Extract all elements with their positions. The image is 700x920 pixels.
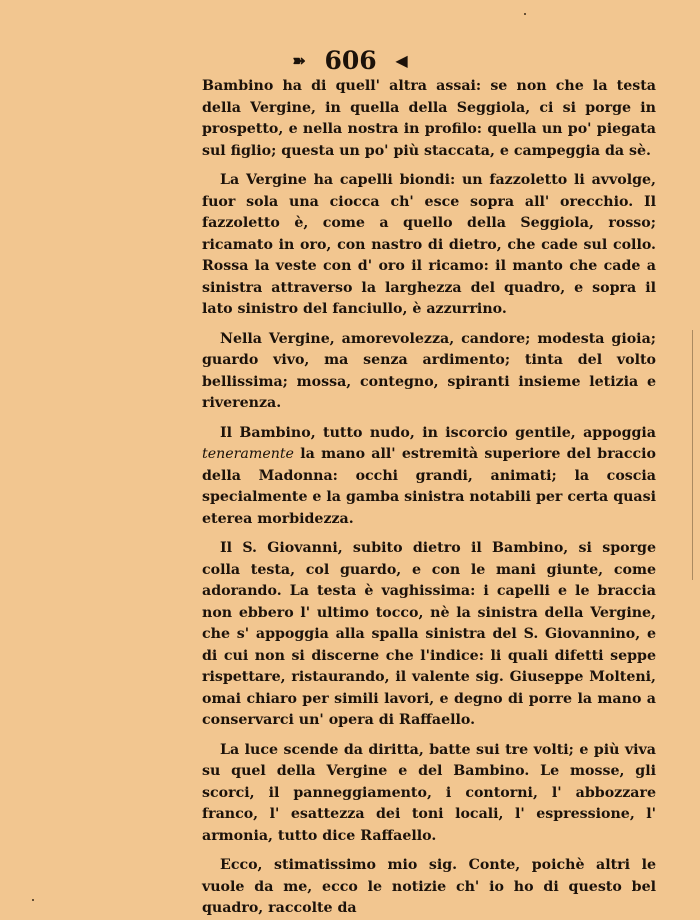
paragraph: Nella Vergine, amorevolezza, candore; modesta gioia; guardo vivo, ma senza ardimento; tinta del volto bellissima; mossa, contegno, spiranti insieme letizia e riverenza. [202,330,656,411]
paragraph: Ecco, stimatissimo mio sig. Conte, poichè altri le vuole da me, ecco le notizie ch' io ho di questo bel quadro, raccolte da [202,857,656,916]
paragraph: Bambino ha di quell' altra assai: se non che la testa della Vergine, in quella della Seggiola, ci si porge in prospetto, e nella nostra in profilo: quella un po' piegata sul figlio; questa un po' più staccata, e campeggia da sè. [202,78,656,159]
italic-word: teneramente [202,446,294,462]
left-ornament-icon: ➽ [292,50,306,70]
paragraph: La Vergine ha capelli biondi: un fazzoletto li avvolge, fuor sola una ciocca ch' esce sopra all' orecchio. Il fazzoletto è, come a quello della Seggiola, rosso; ricamato in oro, con nastro di dietro, che cade sul collo. Rossa la veste con d' oro il ricamo: il manto che cade a sinistra attraverso la larghezza del quadro, e sopra il lato sinistro del fanciullo, è azzurrino. [202,172,656,317]
scan-edge-line [692,330,693,580]
body-text [202,76,656,920]
paragraph-text: Il Bambino, tutto nudo, in iscorcio gentile, appoggia [220,424,656,441]
paragraph: La luce scende da diritta, batte sui tre volti; e più viva su quel della Vergine e del Bambino. Le mosse, gli scorci, il panneggiamento, i contorni, l' abbozzare franco, l' esattezza dei toni locali, l' espressione, l' armonia, tutto dice Raffaello. [202,741,656,844]
paragraph-text: la mano all' estremità superiore del braccio della Madonna: occhi grandi, animati; la coscia specialmente e la gamba sinistra notabili per certa quasi eterea morbidezza. [202,446,656,527]
paragraph: Il S. Giovanni, subito dietro il Bambino, si sporge colla testa, col guardo, e con le mani giunte, come adorando. La testa è vaghissima: i capelli e le braccia non ebbero l' ultimo tocco, nè la sinistra della Vergine, che s' appoggia alla spalla sinistra del S. Giovannino, e di cui non si discerne che l'indice: li quali difetti seppe rispettare, ristaurando, il valente sig. Giuseppe Molteni, omai chiaro per simili lavori, e degno di porre la mano a conservarci un' opera di Raffaello. [202,540,656,728]
page-header [0,44,700,76]
paragraph [202,423,656,531]
page-number: 606 [324,45,377,75]
right-ornament-icon: ◀ [395,50,408,70]
